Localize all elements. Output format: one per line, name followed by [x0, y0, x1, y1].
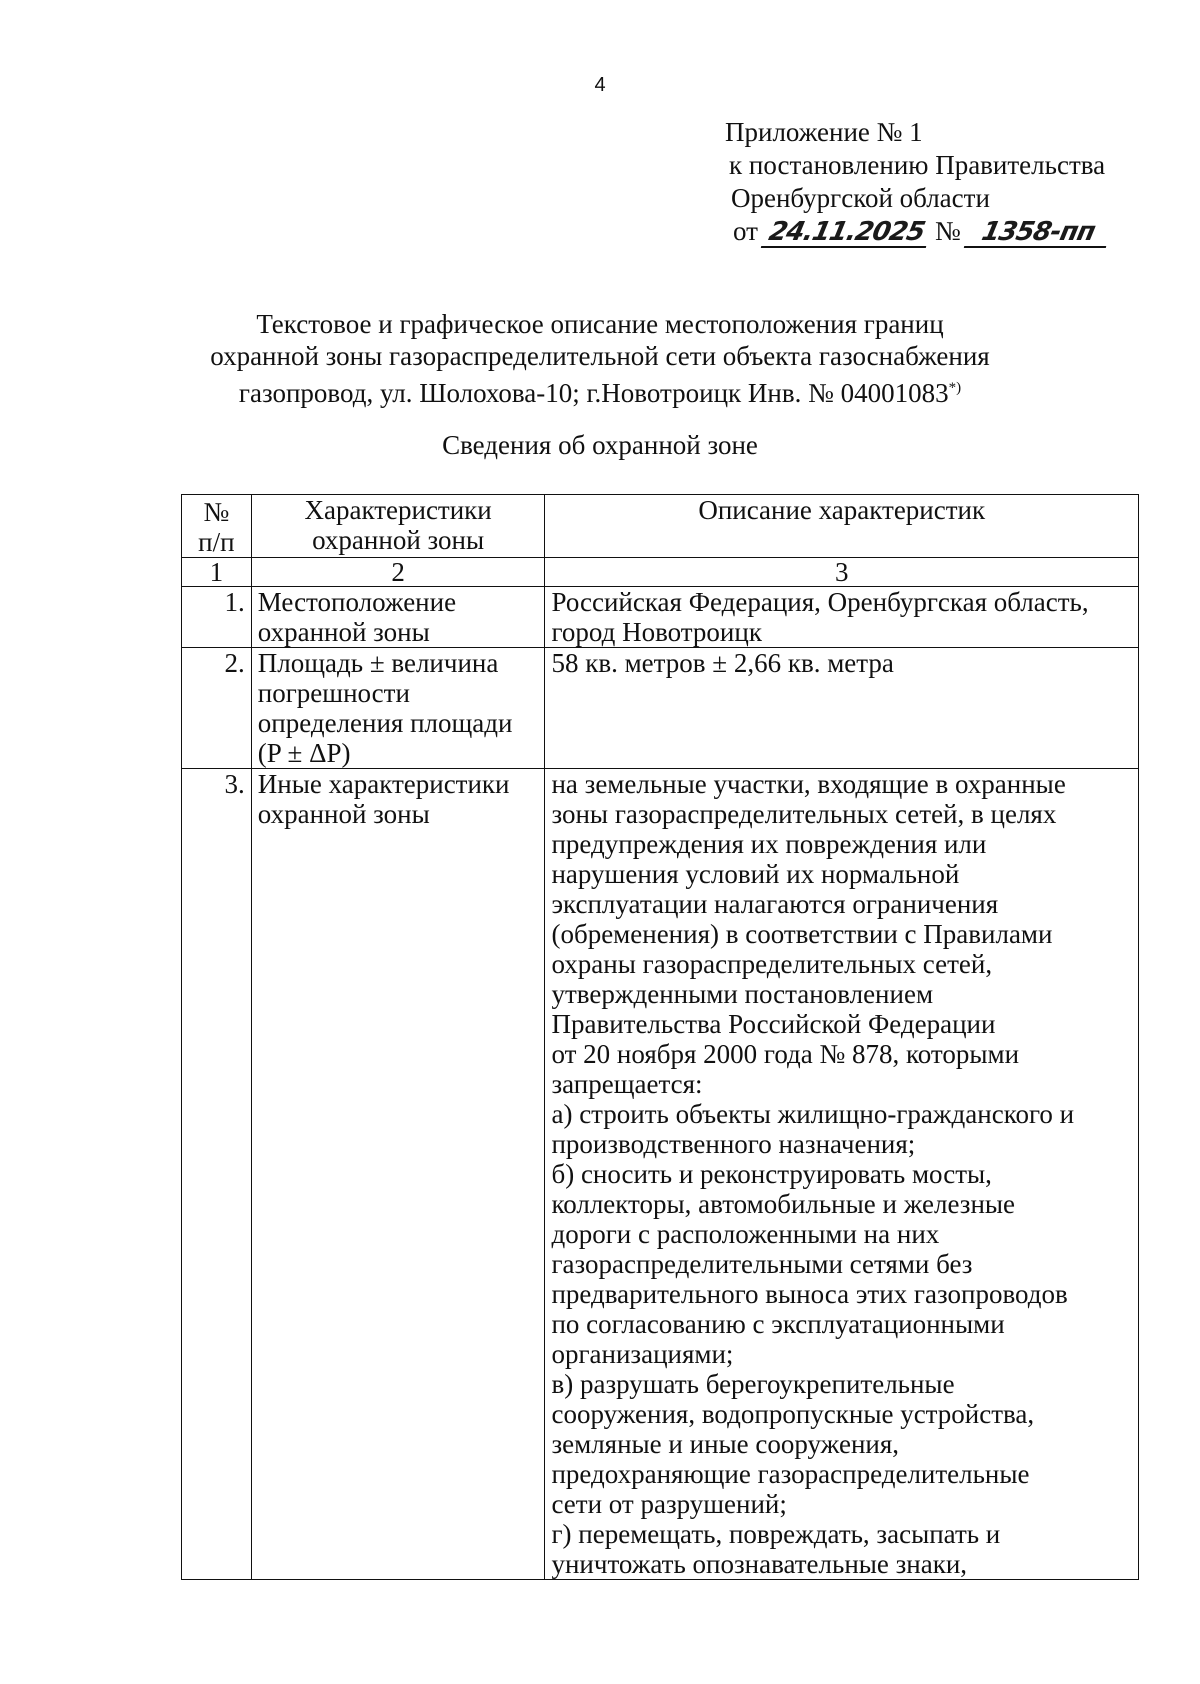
document-title	[0, 308, 1200, 409]
description-line: предварительного выноса этих газопроводов	[551, 1279, 1068, 1309]
characteristic-line: погрешности	[257, 678, 410, 708]
appendix-line-3: Оренбургской области	[731, 183, 990, 213]
description-line: коллекторы, автомобильные и железные	[551, 1189, 1016, 1219]
row-characteristic	[251, 648, 545, 769]
description-line: охраны газораспределительных сетей,	[551, 949, 993, 979]
description-line: эксплуатации налагаются ограничения	[551, 889, 999, 919]
row-number: 1.	[182, 587, 252, 648]
header-characteristic-line: охранной зоны	[312, 525, 485, 555]
footnote-mark: *)	[948, 380, 962, 396]
row-description	[545, 648, 1139, 769]
description-line: газораспределительными сетями без	[551, 1249, 973, 1279]
description-line: 58 кв. метров ± 2,66 кв. метра	[551, 648, 894, 678]
handwritten-number: 1358-пп	[964, 218, 1112, 248]
description-line: запрещается:	[551, 1069, 703, 1099]
description-line: нарушения условий их нормальной	[551, 859, 960, 889]
characteristic-line: (P ± ΔP)	[257, 738, 351, 768]
description-line: предохраняющие газораспределительные	[551, 1459, 1030, 1489]
page-number: 4	[594, 74, 606, 96]
column-number: 1	[182, 558, 252, 587]
table-row	[182, 648, 1139, 769]
row-characteristic	[251, 769, 545, 1580]
description-line: Российская Федерация, Оренбургская область,	[551, 587, 1089, 617]
description-line: б) сносить и реконструировать мосты,	[551, 1159, 992, 1189]
description-line: сети от разрушений;	[551, 1489, 787, 1519]
protection-zone-table	[181, 494, 1139, 1580]
column-number: 3	[545, 558, 1139, 587]
description-line: Правительства Российской Федерации	[551, 1009, 996, 1039]
description-line: уничтожать опознавательные знаки,	[551, 1549, 968, 1579]
characteristic-line: Площадь ± величина	[257, 648, 499, 678]
characteristic-line: определения площади	[257, 708, 513, 738]
description-line: зоны газораспределительных сетей, в целях	[551, 799, 1057, 829]
header-characteristic-line: Характеристики	[304, 495, 492, 525]
table-header-row	[182, 495, 1139, 558]
characteristic-line: Иные характеристики	[257, 769, 510, 799]
description-line: производственного назначения;	[551, 1129, 916, 1159]
row-characteristic	[251, 587, 545, 648]
description-line: утвержденными постановлением	[551, 979, 934, 1009]
row-number: 3.	[182, 769, 252, 1580]
characteristic-line: охранной зоны	[257, 617, 430, 647]
characteristic-line: охранной зоны	[257, 799, 430, 829]
handwritten-date: 24.11.2025	[761, 218, 932, 248]
section-subtitle: Сведения об охранной зоне	[442, 430, 758, 460]
column-number: 2	[251, 558, 545, 587]
column-number-row	[182, 558, 1139, 587]
appendix-line-1: Приложение № 1	[725, 117, 923, 147]
description-line: в) разрушать берегоукрепительные	[551, 1369, 955, 1399]
appendix-line-2: к постановлению Правительства	[729, 150, 1106, 180]
description-line: дороги с расположенными на них	[551, 1219, 940, 1249]
title-line-3-text: газопровод, ул. Шолохова-10; г.Новотроицк Инв. № 04001083	[238, 378, 949, 408]
row-number: 2.	[182, 648, 252, 769]
appendix-date-line	[725, 215, 1109, 248]
description-line: земляные и иные сооружения,	[551, 1429, 900, 1459]
description-line: город Новотроицк	[551, 617, 762, 647]
header-num	[182, 495, 252, 558]
description-line: сооружения, водопропускные устройства,	[551, 1399, 1035, 1429]
header-characteristic	[251, 495, 545, 558]
table-row	[182, 769, 1139, 1580]
description-line: организациями;	[551, 1339, 734, 1369]
appendix-header	[725, 116, 1109, 248]
number-label: №	[934, 216, 961, 246]
title-line-2: охранной зоны газораспределительной сети объекта газоснабжения	[210, 341, 990, 371]
description-line: от 20 ноября 2000 года № 878, которыми	[551, 1039, 1020, 1069]
header-description: Описание характеристик	[545, 495, 1139, 558]
description-line: а) строить объекты жилищно-гражданского и	[551, 1099, 1075, 1129]
description-line: (обременения) в соответствии с Правилами	[551, 919, 1053, 949]
title-line-3	[0, 372, 1200, 409]
description-line: г) перемещать, повреждать, засыпать и	[551, 1519, 1001, 1549]
row-description	[545, 587, 1139, 648]
title-line-1: Текстовое и графическое описание местоположения границ	[256, 309, 944, 339]
from-label: от	[733, 216, 758, 246]
characteristic-line: Местоположение	[257, 587, 457, 617]
row-description	[545, 769, 1139, 1580]
header-num-line: п/п	[198, 527, 235, 557]
description-line: по согласованию с эксплуатационными	[551, 1309, 1005, 1339]
header-num-line: №	[203, 497, 230, 527]
description-line: предупреждения их повреждения или	[551, 829, 987, 859]
description-line: на земельные участки, входящие в охранные	[551, 769, 1066, 799]
table-row	[182, 587, 1139, 648]
